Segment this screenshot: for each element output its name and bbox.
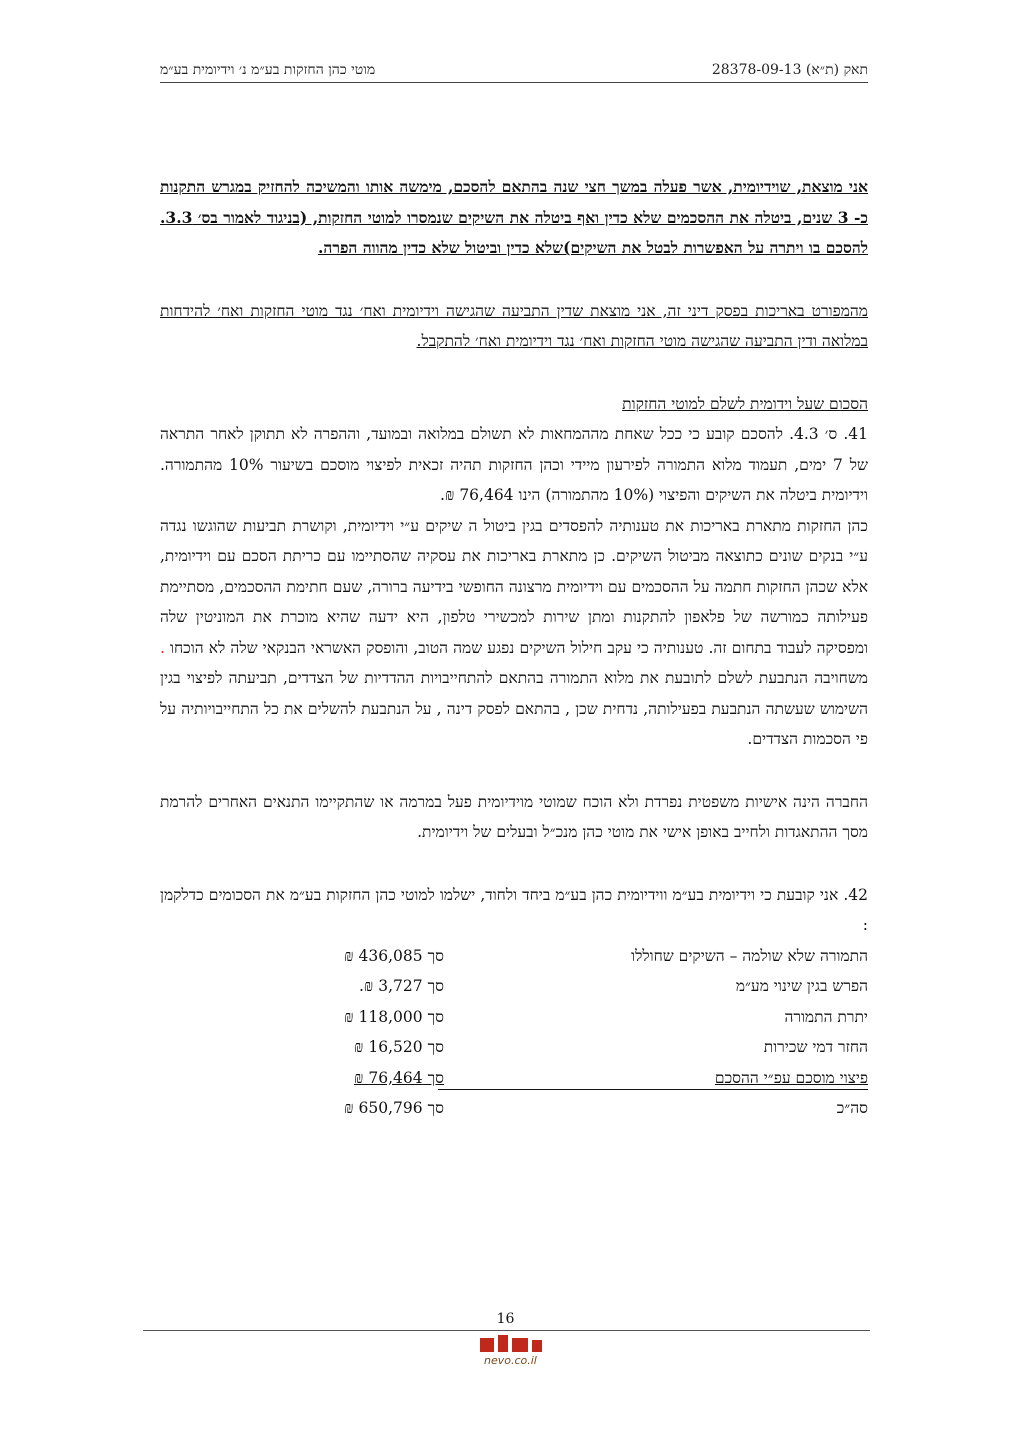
amount-row xyxy=(160,1002,868,1033)
amount-row xyxy=(160,971,868,1002)
total-label: סה״כ xyxy=(836,1099,868,1117)
page-number: 16 xyxy=(496,1311,515,1327)
amount-description: התמורה שלא שולמה – השיקים שחוללו xyxy=(631,946,868,965)
paragraph-42: 42. אני קובעת כי וידיומית בע״מ ווידיומית כהן בע״מ ביחד ולחוד, ישלמו למוטי כהן החזקות בע״מ את הסכומים כדלקמן : xyxy=(160,885,868,934)
amounts-table xyxy=(160,941,868,1124)
amount-description: יתרת התמורה xyxy=(784,1007,868,1026)
paragraph-41-text-a: כהן החזקות מתארת באריכות את טענותיה להפסדים בגין ביטול ה שיקים ע״י וידיומית, וקושרת תביעות שהוגשו נגדה ע״י בנקים שונים כתוצאה מביטול השיקים. כן מתארת באריכות את עסקיה שהסתיימו עם כריתת הסכם עם וידיומית, אלא שכהן החזקות חתמה על ההסכמים עם וידיומית מרצונה החופשי בידיעה ברורה, שעם חתימת ההסכמים, מסתיימת פעילותה כמורשה של פלאפון להתקנות ומתן שירות למכשירי טלפון, היא ידעה שהיא מוכרת את המוניטין שלה ומפסיקה לעבוד בתחום זה. טענותיה כי עקב חילול השיקים נפגע שמה הטוב, והופסק האשראי הבנקאי שלה לא הוכחו xyxy=(160,516,869,657)
total-value: סך 650,796 ₪ xyxy=(344,1099,444,1117)
amount-row xyxy=(160,1032,868,1063)
section-heading: הסכום שעל וידומית לשלם למוטי החזקות xyxy=(622,394,868,413)
paragraph-41-continued xyxy=(160,511,868,755)
total-row xyxy=(160,1093,868,1124)
amount-description: הפרש בגין שינוי מע״מ xyxy=(735,977,868,995)
conclusion-paragraph: מהמפורט באריכות בפסק דיני זה, אני מוצאת שדין התביעה שהגישה וידיומית ואח׳ נגד מוטי החזקות ואח׳ להידחות במלואה ודין התביעה שהגישה מוטי החזקות ואח׳ נגד וידיומית ואח׳ להתקבל. xyxy=(160,301,868,350)
amount-row xyxy=(160,941,868,972)
amount-description: החזר דמי שכירות xyxy=(763,1038,868,1056)
bold-finding-paragraph: אני מוצאת, שוידיומית, אשר פעלה במשך חצי שנה בהתאם להסכם, מימשה אותו והמשיכה להחזיק במגרש התקנות כ- 3 שנים, ביטלה את ההסכמים שלא כדין ואף ביטלה את השיקים שנמסרו למוטי החזקות, (בניגוד לאמור בס׳ 3.3. להסכם בו ויתרה על האפשרות לבטל את השיקים)שלא כדין וביטול שלא כדין מהווה הפרה. xyxy=(160,177,869,257)
amount-row xyxy=(160,1063,868,1094)
amount-value: סך 3,727 ₪. xyxy=(358,977,444,995)
subtotal-divider xyxy=(438,1089,868,1090)
company-paragraph: החברה הינה אישיות משפטית נפרדת ולא הוכח שמוטי מוידיומית פעל במרמה או שהתקיימו התנאים האחרים להרמת מסך ההתאגדות ולחייב באופן אישי את מוטי כהן מנכ״ל ובעלים של וידיומית. xyxy=(160,792,868,841)
amount-value: סך 76,464 ₪ xyxy=(354,1068,444,1087)
red-dot-mark: . xyxy=(160,638,171,657)
page-header xyxy=(160,60,868,83)
nevo-logo xyxy=(468,1334,558,1370)
amount-description: פיצוי מוסכם עפ״י ההסכם xyxy=(714,1068,868,1087)
paragraph-41-text-b: משחויבה הנתבעת לשלם לתובעת את מלוא התמורה בהתאם להתחייבויות ההדדיות של הצדדים, תביעתה לפיצוי בגין השימוש שעשתה הנתבעת בפעילותה, נדחית שכן , בהתאם לפסק דינה , על הנתבעת להשלים את כל התחייבויותיה על פי הסכמות הצדדים. xyxy=(160,669,868,748)
paragraph-41: 41. ס׳ 4.3. להסכם קובע כי ככל שאחת מההמחאות לא תשולם במלואה ובמועד, וההפרה לא תתוקן לאחר התראה של 7 ימים, תעמוד מלוא התמורה לפירעון מיידי וכהן החזקות תהיה זכאית לפיצוי מוסכם בשיעור 10% מהתמורה. וידיומית ביטלה את השיקים והפיצוי (10% מהתמורה) הינו 76,464 ₪. xyxy=(160,425,869,504)
amount-value: סך 118,000 ₪ xyxy=(344,1007,444,1026)
logo-text: nevo.co.il xyxy=(484,1354,537,1367)
amount-value: סך 16,520 ₪ xyxy=(354,1038,444,1056)
amount-value: סך 436,085 ₪ xyxy=(344,946,444,965)
case-title: מוטי כהן החזקות בע״מ נ׳ וידיומית בע״מ xyxy=(160,62,376,78)
footer-divider xyxy=(143,1330,870,1331)
document-body xyxy=(160,172,868,1124)
case-number: תאק (ת״א) 28378-09-13 xyxy=(711,62,868,78)
